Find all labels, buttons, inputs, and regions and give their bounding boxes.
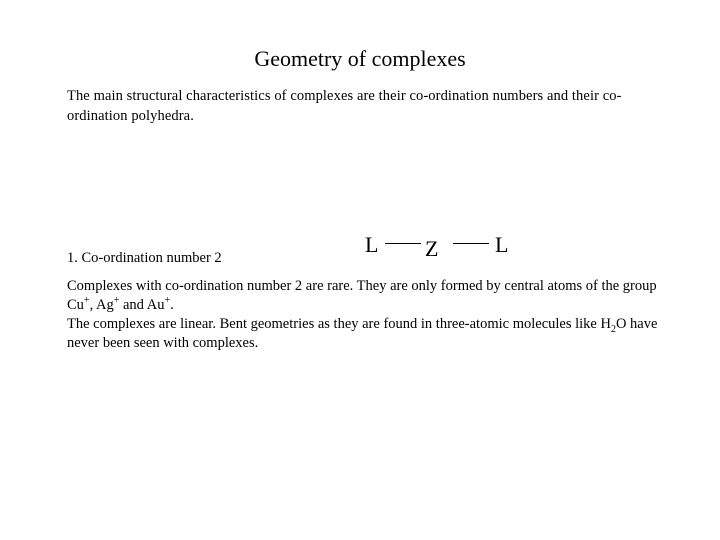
water-subscript: 2 [610, 323, 616, 335]
center-atom-label: Z [425, 236, 439, 261]
paragraph-geometry-text-2: O have never been seen with complexes. [67, 316, 658, 351]
left-bond-line [385, 243, 421, 244]
right-ligand-label: L [495, 232, 509, 257]
paragraph-rarity [67, 277, 667, 315]
ag-charge: + [113, 295, 120, 307]
body-text [67, 277, 667, 353]
page-title: Geometry of complexes [254, 46, 466, 71]
cu-charge: + [83, 295, 90, 307]
left-ligand-label: L [365, 232, 379, 257]
paragraph-rarity-text-3: and Au [119, 297, 165, 313]
paragraph-rarity-text-1: Complexes with co-ordination number 2 are rare. They are only formed by central atoms of the group Cu [67, 278, 657, 313]
paragraph-geometry [67, 315, 667, 353]
paragraph-rarity-text-2: , Ag [89, 297, 114, 313]
paragraph-geometry-text-1: The complexes are linear. Bent geometries as they are found in three-atomic molecules like H [67, 316, 611, 332]
paragraph-rarity-text-4: . [170, 297, 174, 313]
au-charge: + [164, 295, 171, 307]
right-bond-line [453, 243, 489, 244]
intro-paragraph: The main structural characteristics of complexes are their co-ordination numbers and their co-ordination polyhedra. [67, 88, 622, 124]
section-heading: 1. Co-ordination number 2 [67, 250, 222, 266]
linear-geometry-diagram [365, 230, 525, 264]
